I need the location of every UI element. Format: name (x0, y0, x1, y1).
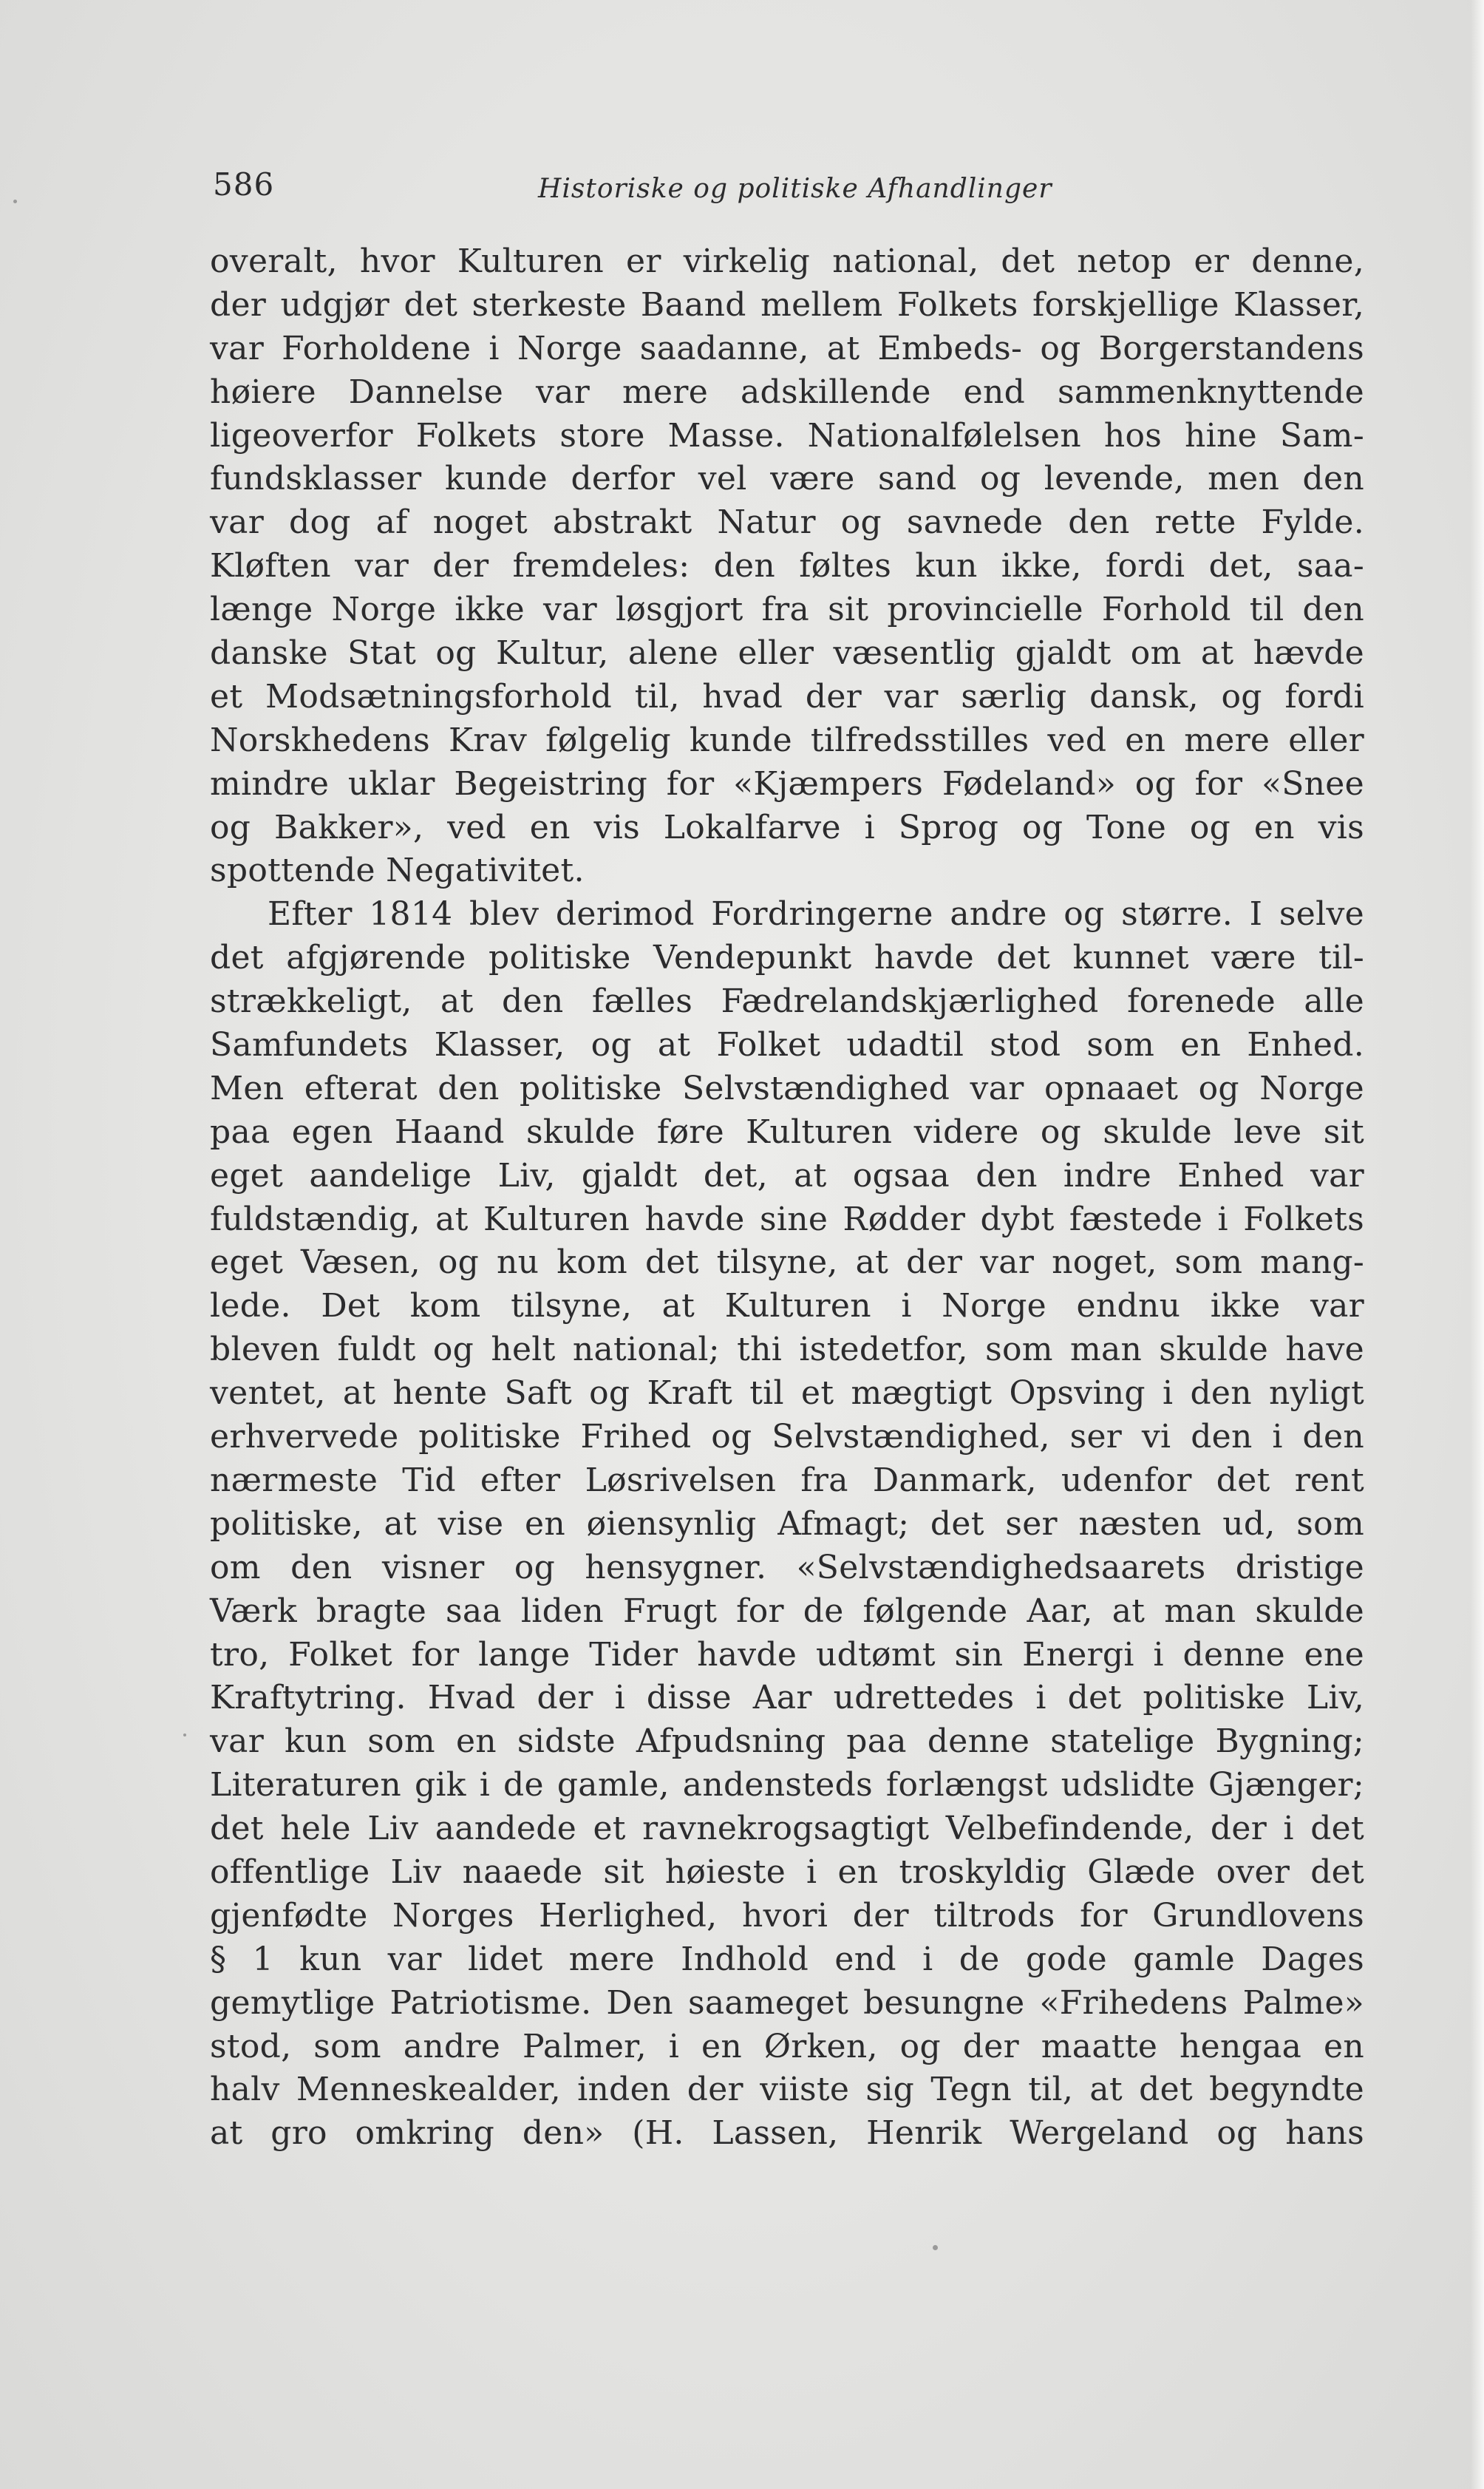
text-line: fundsklasser kunde derfor vel være sand og levende, men den (210, 460, 1364, 498)
text-line: høiere Dannelse var mere adskillende end sammenknyttende (210, 373, 1364, 411)
body-text (210, 240, 1364, 2156)
text-line: bleven fuldt og helt national; thi istedetfor, som man skulde have (210, 1331, 1364, 1369)
text-line: tro, Folket for lange Tider havde udtømt sin Energi i denne ene (210, 1635, 1364, 1674)
scan-speck (183, 1734, 186, 1736)
text-line: § 1 kun var lidet mere Indhold end i de gode gamle Dages (210, 1940, 1364, 1978)
text-line: gjenfødte Norges Herlighed, hvori der tiltrods for Grundlovens (210, 1896, 1364, 1935)
text-line: Kløften var der fremdeles: den føltes kun ikke, fordi det, saa- (210, 547, 1364, 585)
page-edge-shade (1471, 0, 1484, 2489)
text-line: længe Norge ikke var løsgjort fra sit provincielle Forhold til den (210, 591, 1364, 629)
text-line: halv Menneskealder, inden der viiste sig Tegn til, at det begyndte (210, 2071, 1364, 2109)
text-line: politiske, at vise en øiensynlig Afmagt; det ser næsten ud, som (210, 1504, 1364, 1543)
text-line: erhvervede politiske Frihed og Selvstændighed, ser vi den i den (210, 1418, 1364, 1456)
text-line: eget Væsen, og nu kom det tilsyne, at der var noget, som mang- (210, 1243, 1364, 1282)
text-line: var dog af noget abstrakt Natur og savnede den rette Fylde. (210, 503, 1364, 542)
page-number: 586 (213, 166, 275, 203)
scan-speck (933, 2245, 938, 2250)
text-line: Kraftytring. Hvad der i disse Aar udrettedes i det politiske Liv, (210, 1679, 1364, 1717)
text-line: Literaturen gik i de gamle, andensteds forlængst udslidte Gjænger; (210, 1766, 1364, 1804)
text-line: et Modsætningsforhold til, hvad der var særlig dansk, og fordi (210, 677, 1364, 716)
text-line: mindre uklar Begeistring for «Kjæmpers Fødeland» og for «Snee (210, 764, 1364, 803)
paragraph-start-line: Efter 1814 blev derimod Fordringerne andre og større. I selve (268, 895, 1364, 934)
text-line: stod, som andre Palmer, i en Ørken, og der maatte hengaa en (210, 2027, 1364, 2065)
text-line: var Forholdene i Norge saadanne, at Embeds- og Borgerstandens (210, 329, 1364, 367)
running-title: Historiske og politiske Afhandlinger (538, 174, 1052, 204)
text-line: var kun som en sidste Afpudsning paa denne statelige Bygning; (210, 1722, 1364, 1761)
text-line: offentlige Liv naaede sit høieste i en troskyldig Glæde over det (210, 1853, 1364, 1891)
text-line: danske Stat og Kultur, alene eller væsentlig gjaldt om at hævde (210, 634, 1364, 673)
text-line: det hele Liv aandede et ravnekrogsagtigt Velbefindende, der i det (210, 1810, 1364, 1848)
text-line: nærmeste Tid efter Løsrivelsen fra Danmark, udenfor det rent (210, 1461, 1364, 1499)
text-line: overalt, hvor Kulturen er virkelig national, det netop er denne, (210, 242, 1364, 280)
page-header (213, 163, 1055, 207)
text-line: der udgjør det sterkeste Baand mellem Folkets forskjellige Klasser, (210, 285, 1364, 324)
text-line: det afgjørende politiske Vendepunkt havde det kunnet være til- (210, 939, 1364, 977)
text-line: Men efterat den politiske Selvstændighed var opnaaet og Norge (210, 1069, 1364, 1107)
paragraph-end-line: spottende Negativitet. (210, 852, 585, 890)
text-line: gemytlige Patriotisme. Den saameget besungne «Frihedens Palme» (210, 1983, 1364, 2022)
scan-speck (13, 200, 17, 203)
text-line: Norskhedens Krav følgelig kunde tilfredsstilles ved en mere eller (210, 721, 1364, 759)
text-line: eget aandelige Liv, gjaldt det, at ogsaa den indre Enhed var (210, 1156, 1364, 1195)
text-line: Samfundets Klasser, og at Folket udadtil stod som en Enhed. (210, 1026, 1364, 1064)
text-line: ligeoverfor Folkets store Masse. Nationalfølelsen hos hine Sam- (210, 416, 1364, 455)
text-line: lede. Det kom tilsyne, at Kulturen i Norge endnu ikke var (210, 1287, 1364, 1325)
text-line: strækkeligt, at den fælles Fædrelandskjærlighed forenede alle (210, 982, 1364, 1021)
text-line: fuldstændig, at Kulturen havde sine Rødder dybt fæstede i Folkets (210, 1200, 1364, 1238)
text-line: ventet, at hente Saft og Kraft til et mægtigt Opsving i den nyligt (210, 1374, 1364, 1413)
text-line: og Bakker», ved en vis Lokalfarve i Sprog og Tone og en vis (210, 808, 1364, 846)
text-line: Værk bragte saa liden Frugt for de følgende Aar, at man skulde (210, 1592, 1364, 1630)
text-line: om den visner og hensygner. «Selvstændighedsaarets dristige (210, 1548, 1364, 1586)
text-line: at gro omkring den» (H. Lassen, Henrik Wergeland og hans (210, 2114, 1364, 2153)
text-line: paa egen Haand skulde føre Kulturen videre og skulde leve sit (210, 1113, 1364, 1151)
